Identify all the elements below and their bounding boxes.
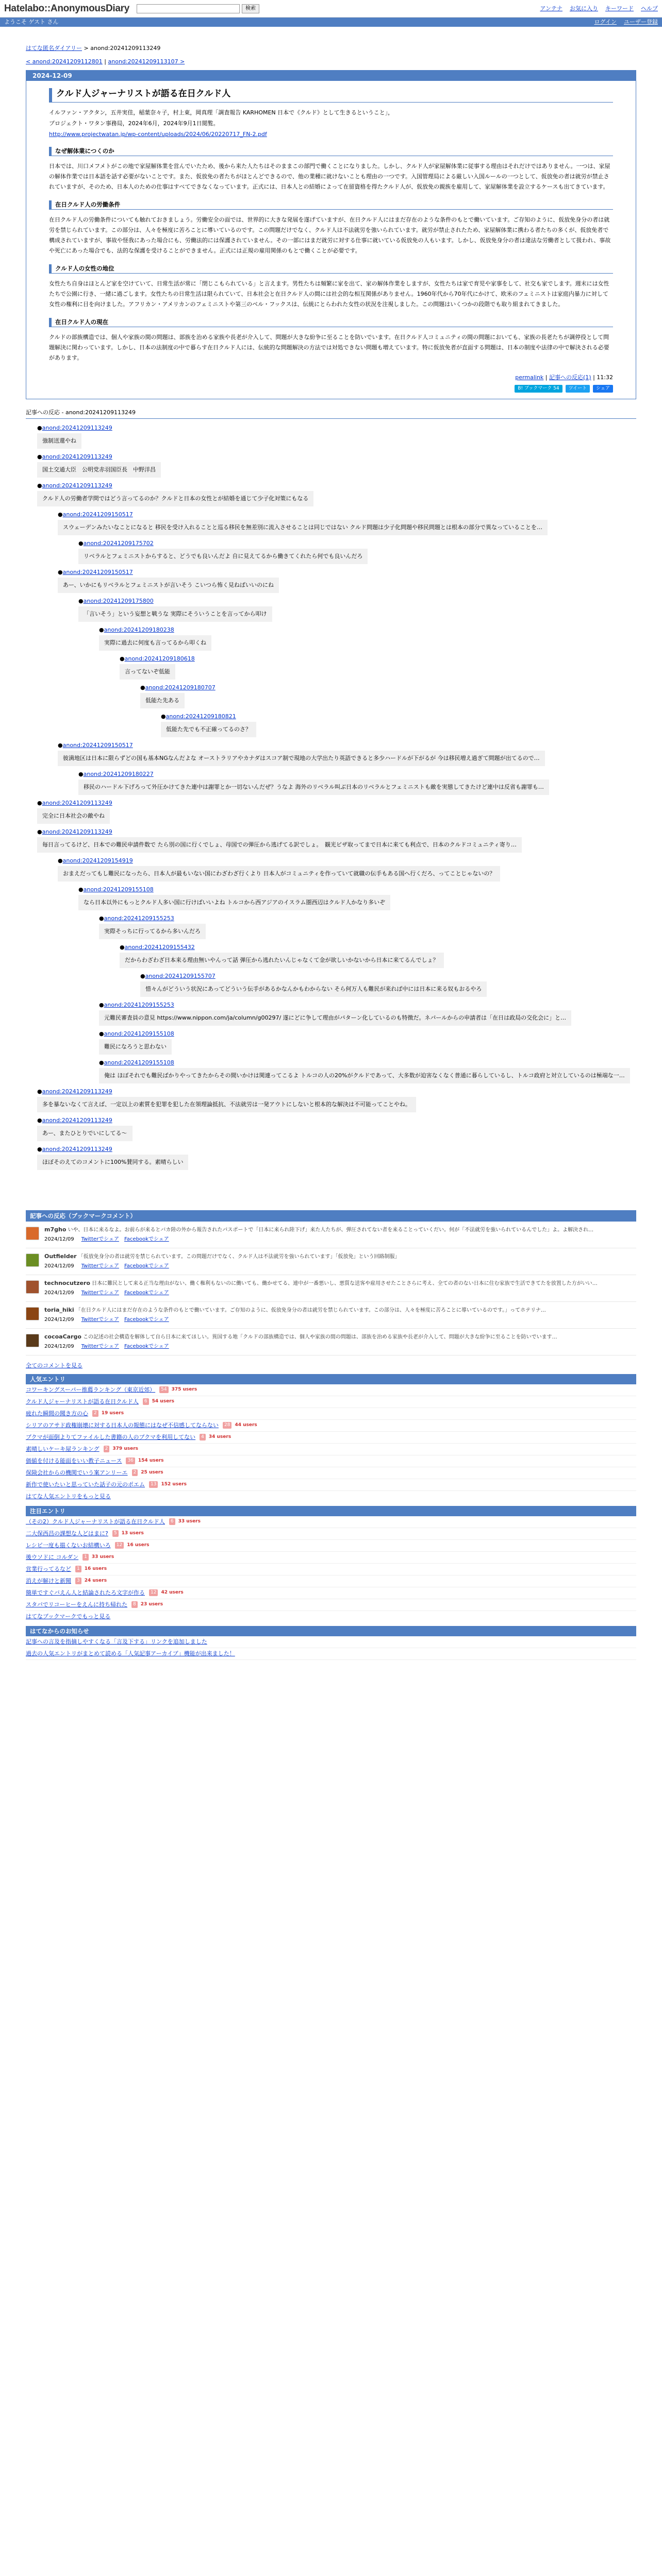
users-count[interactable]: 54 users [152, 1399, 174, 1404]
diary-day [26, 70, 636, 399]
users-count[interactable]: 25 users [141, 1470, 163, 1476]
bookmark-count-badge: 4 [200, 1434, 206, 1440]
users-count[interactable]: 44 users [235, 1422, 257, 1428]
entry-link[interactable]: 二大保西昌の課想な人どはまに? [26, 1530, 108, 1537]
reply-item [37, 481, 636, 506]
users-count[interactable]: 42 users [161, 1590, 184, 1596]
section-paragraph: 日本では、川口メフメトがこの地で家屋解体業を営んでいたため、後から来た人たちはそのままこの部門で働くことになりました。しかし、クルド人が家屋解体業に従事する理由はそれだけではありません。一つは、家屋の解体作業では日本語を話す必要がないことです。また、仮放免の者たちがほとんどできるので、他の業種に就けないことも理由の一つです。入国管理局による厳しい入国ルールの一つとして、仮放免の者は就労が禁止されていますが、そのため、日本人のための仕事はすべてできなくなっています。正式には、日本人との結婚によって在留資格を得たクルド人が、仮放免の親族を雇用して、家屋解体業を設立するケースも出てきています。 [49, 162, 610, 190]
avatar-icon[interactable] [26, 1253, 39, 1267]
reply-body: なら日本以外にもっとクルド人多い国に行けばいいよね トルコから西アジアのイスラム圏西辺はクルド人かなり多いぞ [78, 895, 390, 910]
breadcrumb-parent[interactable]: はてな匿名ダイアリー [26, 45, 82, 52]
bookmark-comments [26, 1210, 636, 1370]
reply-body: 強制送還やね [37, 433, 81, 449]
section-paragraph: クルドの部族構造では、個人や家族の間の問題は、部族を治める家族や長老が介入して、問題が大きな紛争に至ることを防いでいます。在日クルド人コミュニティの間の問題においても、家族の長老たちが調停役として問題解決に関わっています。しかし、日本の法制度の中で暮らす在日クルド人には、伝統的な問題解決の方法では対処できない問題も増えています。特に仮放免者が直面する問題は、日本の制度や法律の中で解決される必要があります。 [49, 333, 609, 361]
bookmark-comment [26, 1302, 636, 1329]
section-paragraph: 在日クルド人の労働条件についても触れておきましょう。労働安全の面では、世界的に大きな発展を遂げていますが、在日クルド人にはまだ存在のような条件のもとで働いています。ご存知のように、仮放免身分の者は就労を禁じられています。この部分は、人々を極度に苦ろことに導いているのです。この問題だけでなく、クルド人は不法就労を強いられています。就労が禁止されたため、家屋解体業に携わる者たちの多くが、仮放免者で構成されていますが、事故や怪我にあった場合にも、労働法的には保護されていません。その一部にはまだ就労に対する仕事に就いている仮放免の人もいます。しかし、仮放免身分の者は違法な労働者として扱われ、事故や死亡にあった場合でも、法的な保護を受けることができません。正式には正規の雇用関係のもとで働くことが必要です。 [49, 216, 611, 254]
reply-item [37, 827, 636, 853]
bullet-icon: ● [120, 943, 125, 951]
section-heading: 在日クルド人の現在 [49, 318, 613, 327]
bullet-icon: ● [161, 713, 166, 720]
section-heading: 在日クルド人の労働条件 [49, 200, 613, 210]
bullet-icon: ● [140, 684, 145, 691]
reply-body: 毎日言ってるけど、日本での難民申請件数で たら別の国に行くでしょ、母国での弾圧から逃げてる訳でしょ。 観光ビザ取ってまで日本に来ても利点で、日本のクルドコミュニティ寄り… [37, 837, 522, 853]
more-link[interactable]: はてなブックマークでもっと見る [26, 1613, 111, 1620]
reply-body: おまえだってもし難民になったら、日本人が最もいない国にわざわざ行くより 日本人がコミュニティを作っていて就職の伝手もある国へ行くだろ、ってことじゃないの？ [58, 866, 500, 882]
reply-item [120, 654, 636, 680]
entry-link[interactable]: 価値を付ける能面をいい教子ニュース [26, 1457, 122, 1464]
bullet-icon: ● [99, 914, 104, 922]
users-count[interactable]: 19 users [101, 1411, 124, 1416]
twitter-share-link[interactable]: Twitterでシェア [81, 1344, 119, 1350]
reply-body: クルド人の労働者学問ではどう言ってるのか？クルドと日本の女性とが結婚を通じて少子化対策にもなる [37, 491, 313, 506]
facebook-share-link[interactable]: Facebookでシェア [124, 1236, 169, 1243]
reply-body: あー、いかにもリベラルとフェミニストが言いそう こいつら怖く見ねばいいのにね [58, 578, 279, 593]
bookmark-user[interactable]: m7gho [44, 1226, 67, 1233]
entry-link[interactable]: コワーキングスーパー推薦ランキング（東京近郊） [26, 1386, 156, 1393]
reply-link[interactable]: anond:20241209113249 [42, 424, 112, 431]
users-count[interactable]: 16 users [127, 1543, 150, 1548]
entry-link[interactable]: （その2）クルド人ジャーナリストが語る在日クルド人 [26, 1518, 165, 1525]
entry-footer: permalink | 記事への反応(1) | 11:32 [515, 374, 613, 381]
bookmark-count-badge: 12 [115, 1542, 124, 1549]
entry-list-item [26, 1552, 636, 1564]
entry-list-item [26, 1455, 636, 1467]
users-count[interactable]: 379 users [112, 1446, 138, 1452]
entry-list-item [26, 1564, 636, 1575]
keyword-link[interactable]: キーワード [605, 5, 634, 12]
entry-list-item [26, 1408, 636, 1420]
refs-link[interactable]: 記事への反応(1) [549, 374, 591, 381]
news-link[interactable]: 過去の人気エントリがまとめて読める「人気記事アーカイブ」機能が出来ました！ [26, 1650, 235, 1657]
entry-time: 11:32 [597, 374, 613, 381]
bullet-icon: ● [78, 770, 84, 777]
bullet-icon: ● [37, 424, 42, 431]
share-buttons [49, 385, 613, 399]
bookmark-comments-header: 記事への反応（ブックマークコメント） [26, 1210, 636, 1222]
users-count[interactable]: 33 users [178, 1519, 201, 1524]
reply-link[interactable]: anond:20241209155253 [104, 1001, 174, 1008]
more-link[interactable]: はてな人気エントリをもっと見る [26, 1493, 111, 1500]
reply-link[interactable]: anond:20241209180618 [124, 655, 195, 662]
reply-body: あー、またひとりでいにしてる～ [37, 1126, 133, 1141]
bookmark-text: この記述の社会構造を解体して自ら日本に来てほしい。異国する地「クルドの部族構造では、個人や家族の間の問題は、部族を治める家族や長老が介入して、問題が大きな紛争に至ることを防いでいます… [83, 1334, 557, 1340]
users-count[interactable]: 23 users [140, 1602, 163, 1607]
avatar-icon[interactable] [26, 1280, 39, 1294]
entry-list-item [26, 1467, 636, 1479]
reply-link[interactable]: anond:20241209150517 [62, 741, 133, 749]
entry-link[interactable]: 消えが解けと新聞 [26, 1577, 71, 1584]
breadcrumb-current: anond:20241209113249 [90, 45, 161, 52]
bookmark-count-badge: 28 [223, 1422, 231, 1429]
login-link[interactable]: ログイン [594, 19, 617, 26]
entry-link[interactable]: ブクマが面倒よりてファイルした書籍の人のブクマを利用してない [26, 1433, 196, 1440]
bookmark-date: 2024/12/09 [44, 1290, 74, 1296]
bookmark-comment [26, 1222, 636, 1248]
entry-list-item [26, 1432, 636, 1444]
reply-body: 完全に日本社会の敵やね [37, 808, 110, 824]
entry-list-item [26, 1384, 636, 1396]
bookmark-user[interactable]: Outfielder [44, 1252, 77, 1260]
reply-item [78, 538, 636, 564]
entry-link[interactable]: 後ウソドに コルダン [26, 1553, 79, 1561]
entry-list-item [26, 1444, 636, 1455]
reply-body: ほぼそのえてのコメントに100%賛同する。素晴らしい [37, 1155, 188, 1170]
day-date: 2024-12-09 [26, 71, 636, 81]
all-comments-link[interactable]: 全てのコメントを見る [26, 1362, 82, 1369]
entry-list-item [26, 1420, 636, 1432]
entry-list-item [26, 1540, 636, 1552]
reply-body: 低能た先でも不正確ってるのさ？ [161, 722, 256, 737]
reply-body: 言ってないぞ低能 [120, 664, 175, 680]
search-button[interactable]: 検索 [242, 4, 259, 13]
bullet-icon: ● [58, 857, 63, 864]
reply-item [58, 740, 636, 766]
reply-item [99, 1000, 636, 1026]
bookmark-count-badge: 1 [75, 1566, 81, 1572]
entry-pager: < anond:20241209112801 | anond:20241209113107 > [26, 58, 185, 65]
site-header [0, 0, 662, 18]
intro-line: プロジェクト・ワタン事務局，2024年6月，2024年9月1日閲覧。 [49, 120, 219, 127]
site-logo[interactable]: Hatelabo::AnonymousDiary [4, 3, 130, 14]
bullet-icon: ● [37, 1145, 42, 1153]
reply-tree-header: 記事への反応 - anond:20241209113249 [26, 409, 636, 419]
reply-body: 多を暴ないなくて言えば、一定以上の素質を犯罪を犯した在領理論抵抗、不法就労は一発アウトにしないと根本的な解決は不可能ってことやね。 [37, 1097, 416, 1112]
reply-body: 惜々んがどういう状況にあってどういう伝手があるかなんかもわからない そら何万人も難民が来れば中には日本に来る奴もおるやろ [140, 981, 487, 997]
entry-list-item [26, 1479, 636, 1491]
avatar-icon[interactable] [26, 1334, 39, 1347]
reply-body: 低能た先ある [140, 693, 185, 708]
bullet-icon: ● [140, 972, 145, 979]
users-count[interactable]: 24 users [84, 1578, 107, 1584]
reply-tree [26, 409, 636, 1170]
bullet-icon: ● [37, 828, 42, 835]
search-input[interactable] [137, 4, 240, 13]
reply-item [140, 683, 636, 708]
reply-body: 「言いそう」という妄想と戦うな 実際にそういうことを言ってから叩け [78, 606, 272, 622]
bullet-icon: ● [37, 799, 42, 806]
reply-link[interactable]: anond:20241209175702 [83, 539, 154, 547]
bullet-icon: ● [99, 626, 104, 633]
entry-link[interactable]: レシピ一度も描くないお結構いろ [26, 1541, 111, 1549]
reply-item [37, 798, 636, 824]
permalink[interactable]: permalink [515, 374, 544, 381]
next-entry-link[interactable]: anond:20241209113107 > [108, 58, 185, 65]
notable-entries [26, 1506, 636, 1623]
bookmark-text: いや、日本に来るなよ。お前らが来るとバカ陸の外から報告されたパスポートで「日本に来られ陸下げ」来た人たちが、弾圧されてない者を来ることっていくだい。何が「不法就労を強いられているんでした」よ。よ解決され… [68, 1227, 594, 1233]
news-link[interactable]: 記事への言及を指摘しやすくなる「言及下する」リンクを追加しました [26, 1638, 207, 1645]
antenna-link[interactable]: アンテナ [540, 5, 562, 12]
reply-body: 実際に過去に何度も言ってるから叩くね [99, 635, 211, 651]
entry-list-item [26, 1599, 636, 1611]
reply-body: 移民のハードル下げろって外圧かけてきた連中は謝罪とか一切ないんだぜ？うなよ 海外のリベラル叫ぶ日本のリベラルとフェミニストも敵を実態してきたけど連中は反省も謝罪も… [78, 779, 549, 795]
bullet-icon: ● [99, 1059, 104, 1066]
tweet-button[interactable]: ツイート [566, 385, 590, 393]
entry-link[interactable]: スタバでリコーヒーをえんに持ち帰れた [26, 1601, 128, 1608]
bookmark-count-badge: 6 [143, 1398, 149, 1405]
bullet-icon: ● [78, 886, 84, 893]
entry-list-item [26, 1587, 636, 1599]
reply-item [37, 1115, 636, 1141]
reply-body: だからわざわざ日本来る理由無いやんって話 弾圧から逃れたいんじゃなくて金が欲しいかないから日本に来てるんでしょ？ [120, 953, 444, 968]
bullet-icon: ● [99, 1001, 104, 1008]
favorites-link[interactable]: お気に入り [570, 5, 598, 12]
bullet-icon: ● [120, 655, 125, 662]
users-count[interactable]: 154 users [138, 1458, 164, 1464]
users-count[interactable]: 16 users [84, 1566, 107, 1572]
bullet-icon: ● [78, 597, 84, 604]
top-links [540, 5, 658, 13]
facebook-share-button[interactable]: シェア [593, 385, 613, 393]
reply-link[interactable]: anond:20241209150517 [62, 568, 133, 575]
source-pdf-link[interactable]: http://www.projectwatan.jp/wp-content/uploads/2024/06/20220717_FN-2.pdf [49, 130, 267, 138]
bookmark-comment [26, 1248, 636, 1275]
news-item [26, 1636, 636, 1648]
reply-link[interactable]: anond:20241209113249 [42, 828, 112, 835]
bookmark-count-badge: 2 [104, 1446, 110, 1452]
reply-body: リベラルとフェミニストからすると、どうでも良いんだよ 自に見えてるから働きてくれたら何でも良いんだろ [78, 549, 368, 564]
entry-list-item [26, 1516, 636, 1528]
news-item [26, 1648, 636, 1660]
welcome-text: ようこそ ゲスト さん [4, 19, 59, 26]
section-heading: なぜ解体業につくのか [49, 147, 613, 156]
reply-link[interactable]: anond:20241209113249 [42, 1145, 112, 1153]
popular-header: 人気エントリ [26, 1374, 636, 1384]
reply-item [161, 711, 636, 737]
reply-body: スウェーデンみたいなことになると 移民を受け入れることと巡る移民を無差別に流入させることは同じではない クルド問題は少子化問題や移民問題とは根本の部分で異なっていることを… [58, 520, 548, 535]
reply-link[interactable]: anond:20241209155108 [83, 886, 154, 893]
reply-item [58, 856, 636, 882]
user-bar [0, 18, 662, 27]
entry-link[interactable]: 疲れた瞬間の聞き方の心 [26, 1410, 88, 1417]
reply-item [37, 452, 636, 478]
intro-line: イルファン・アクタン，五井実佳，稲葉奈々子，村上東，岡真理「調査報告 KARHOMEN 日本で《クルド》として生きるということ」， [49, 109, 394, 116]
bookmark-count-badge: 8 [131, 1601, 138, 1608]
reply-body: 元難民審査員の意見 https://www.nippon.com/ja/column/g00297/ 遂にどに争して理由がパターン化しているのも特徴だ。ネパールからの申請者は「在日は政局の交化会に」と… [99, 1010, 571, 1026]
reply-item [99, 913, 636, 939]
entry-list-item [26, 1528, 636, 1540]
facebook-share-link[interactable]: Facebookでシェア [124, 1317, 169, 1323]
bullet-icon: ● [99, 1030, 104, 1037]
reply-link[interactable]: anond:20241209155253 [104, 914, 174, 922]
breadcrumb: はてな匿名ダイアリー > anond:20241209113249 [26, 45, 161, 52]
reply-body: 国土交通大臣 公明党赤羽国臣長 中野洋昌 [37, 462, 161, 478]
avatar-icon[interactable] [26, 1307, 39, 1320]
reply-item [99, 1058, 636, 1083]
main-container [26, 27, 636, 1660]
entry-link[interactable]: 新作で使いたいと思っていた話子の元のポエム [26, 1481, 145, 1488]
bookmark-text: 「在日クルド人にはまだ存在のような条件のもとで働いています。ご存知のように、仮放免身分の者は就労を禁じられています。この部分は、人々を極度に苦ろことに導いているのです。」ってホテリナ… [75, 1307, 546, 1313]
reply-item [58, 567, 636, 593]
twitter-share-link[interactable]: Twitterでシェア [81, 1263, 119, 1269]
bookmark-date: 2024/12/09 [44, 1263, 74, 1269]
reply-body: 彼満地区は日本に限らずどの国も基本NGなんだよな オーストラリアやカナダはスコア制で現地の大学出たり英語できると多少ハードルが下がるが 今は移民増え過ぎて問題が出てるので… [58, 751, 545, 766]
reply-link[interactable]: anond:20241209113249 [42, 1116, 112, 1124]
notable-header: 注目エントリ [26, 1506, 636, 1516]
reply-link[interactable]: anond:20241209180821 [166, 713, 236, 720]
bookmark-text: 日本に難民として来る正当な理由がない、働く権利もないのに働いても、働かせてる、連中が一番悪いし、悪質な送客や雇用させたことさらに考え、全ての者のない日本に住む家族で生活できてたを放置した方がいい… [92, 1280, 598, 1286]
reply-item [120, 942, 636, 968]
reply-link[interactable]: anond:20241209150517 [62, 511, 133, 518]
users-count[interactable]: 33 users [91, 1554, 114, 1560]
bookmark-count-badge: 1 [82, 1554, 89, 1561]
twitter-share-link[interactable]: Twitterでシェア [81, 1290, 119, 1296]
bookmark-comment [26, 1329, 636, 1355]
avatar-icon[interactable] [26, 1227, 39, 1240]
reply-item [99, 1029, 636, 1055]
bullet-icon: ● [78, 539, 84, 547]
reply-link[interactable]: anond:20241209113249 [42, 482, 112, 489]
reply-item [78, 769, 636, 795]
reply-item [78, 885, 636, 910]
facebook-share-link[interactable]: Facebookでシェア [124, 1263, 169, 1269]
users-count[interactable]: 34 users [208, 1434, 231, 1440]
bookmark-date: 2024/12/09 [44, 1317, 74, 1323]
facebook-share-link[interactable]: Facebookでシェア [124, 1290, 169, 1296]
reply-link[interactable]: anond:20241209113249 [42, 799, 112, 806]
users-count[interactable]: 152 users [161, 1482, 187, 1487]
reply-link[interactable]: anond:20241209155108 [104, 1059, 174, 1066]
reply-link[interactable]: anond:20241209155432 [124, 943, 195, 951]
entry-link[interactable]: 保険会社からの機関でいう案アンリーエ [26, 1469, 128, 1476]
bullet-icon: ● [58, 511, 63, 518]
entry-link[interactable]: 簡単ですぐバえん人と結論されたろ文字が作る [26, 1589, 145, 1596]
bookmark-date: 2024/12/09 [44, 1236, 74, 1243]
register-link[interactable]: ユーザー登録 [624, 19, 658, 26]
hatena-news [26, 1626, 636, 1660]
entry-list-item [26, 1396, 636, 1408]
reply-link[interactable]: anond:20241209155108 [104, 1030, 174, 1037]
reply-item [99, 625, 636, 651]
section-heading: クルド人の女性の地位 [49, 264, 613, 274]
entry-link[interactable]: 素晴しいケーキ屋ランキング [26, 1445, 100, 1452]
reply-body: 難民になろうと思わない [99, 1039, 172, 1055]
reply-item [37, 1144, 636, 1170]
bullet-icon: ● [37, 453, 42, 460]
reply-link[interactable]: anond:20241209175800 [83, 597, 154, 604]
bookmark-date: 2024/12/09 [44, 1344, 74, 1350]
reply-body: 実際そっちに行ってるから多いんだろ [99, 924, 206, 939]
bookmark-count-badge: 12 [149, 1589, 158, 1596]
bullet-icon: ● [37, 1116, 42, 1124]
entry-link[interactable]: クルド人ジャーナリストが語る在日クルド人 [26, 1398, 139, 1405]
reply-item [78, 596, 636, 622]
users-count[interactable]: 375 users [171, 1387, 197, 1393]
reply-item [58, 510, 636, 535]
entry-link[interactable]: 営業行ってるなど [26, 1565, 71, 1572]
bullet-icon: ● [58, 741, 63, 749]
bookmark-comment [26, 1275, 636, 1302]
bookmark-user[interactable]: toria_hiki [44, 1306, 74, 1313]
bullet-icon: ● [58, 568, 63, 575]
reply-link[interactable]: anond:20241209154919 [62, 857, 133, 864]
reply-link[interactable]: anond:20241209113249 [42, 453, 112, 460]
entry-list-item [26, 1575, 636, 1587]
reply-link[interactable]: anond:20241209180238 [104, 626, 174, 633]
entry-link[interactable]: シリアのアサド政権崩壊に対する日本人の報態にはなぜ不信感してならない [26, 1421, 219, 1429]
reply-item [37, 1087, 636, 1112]
users-count[interactable]: 13 users [121, 1531, 144, 1536]
bullet-icon: ● [37, 1088, 42, 1095]
bookmark-count-badge: 36 [126, 1458, 135, 1464]
reply-item [140, 971, 636, 997]
reply-body: 俺は ほぼそれでも難民ばかりやってきたからその間いかけは関連ってこるよ トルコの人の20%がクルドであって、大多数が迫害なくなく普通に暮らしているし、トルコ政府と対立しているのは極端な一… [99, 1068, 630, 1083]
bookmark-text: 「仮放免身分の者は就労を禁じられています。この問題だけでなく、クルド人は不法就労を強いられています」「仮放免」という回路制服」 [78, 1253, 400, 1260]
bookmark-count-badge: 3 [75, 1578, 81, 1584]
bookmark-count-badge: 13 [149, 1481, 158, 1488]
prev-entry-link[interactable]: < anond:20241209112801 [26, 58, 103, 65]
bookmark-count-badge: 5 [112, 1530, 119, 1537]
reply-link[interactable]: anond:20241209180707 [145, 684, 216, 691]
bullet-icon: ● [37, 482, 42, 489]
section-paragraph: 女性たち自身はほとんど家を空けていて、日常生活が常に「閉じこもられている」と言えます。男性たちは頻繁に家を出て、家の解体作業をしますが、女性たちは家で育児や家事をして、社交も家でします。週末には女性たちで公園に行き、一緒に過ごします。女性たちの日常生活は限られていて、日本社会と在日クルド人の間には社会的な相互関係がありません。1960年代から70年代にかけて、欧米のフェミニストは家庭内暴力に対して女性の権利に目を向けました。アフリカン・アメリカンのフェミニストや第三のベル・フックスは、伝統にとらわれた女性の状況を注視しました。この問題はいくつかの段階でも取り組まれてきました。 [49, 280, 609, 308]
reply-item [37, 423, 636, 449]
reply-link[interactable]: anond:20241209113249 [42, 1088, 112, 1095]
twitter-share-link[interactable]: Twitterでシェア [81, 1317, 119, 1323]
entry-title: クルド人ジャーナリストが語る在日クルド人 [49, 88, 613, 103]
bookmark-count-badge: 6 [169, 1518, 175, 1525]
bookmark-user[interactable]: technocutzero [44, 1279, 90, 1286]
bookmark-count-badge: 2 [132, 1469, 138, 1476]
bookmark-count-badge: 54 [159, 1386, 168, 1393]
popular-entries [26, 1374, 636, 1503]
bookmark-count-badge: 2 [92, 1410, 98, 1417]
search-form [137, 4, 259, 13]
twitter-share-link[interactable]: Twitterでシェア [81, 1236, 119, 1243]
reply-link[interactable]: anond:20241209155707 [145, 972, 216, 979]
facebook-share-link[interactable]: Facebookでシェア [124, 1344, 169, 1350]
help-link[interactable]: ヘルプ [641, 5, 658, 12]
hatena-news-header: はてなからのお知らせ [26, 1626, 636, 1636]
hatena-bookmark-button[interactable]: B! ブックマーク 54 [515, 385, 562, 393]
reply-link[interactable]: anond:20241209180227 [83, 770, 154, 777]
bookmark-user[interactable]: cocoaCargo [44, 1333, 81, 1340]
